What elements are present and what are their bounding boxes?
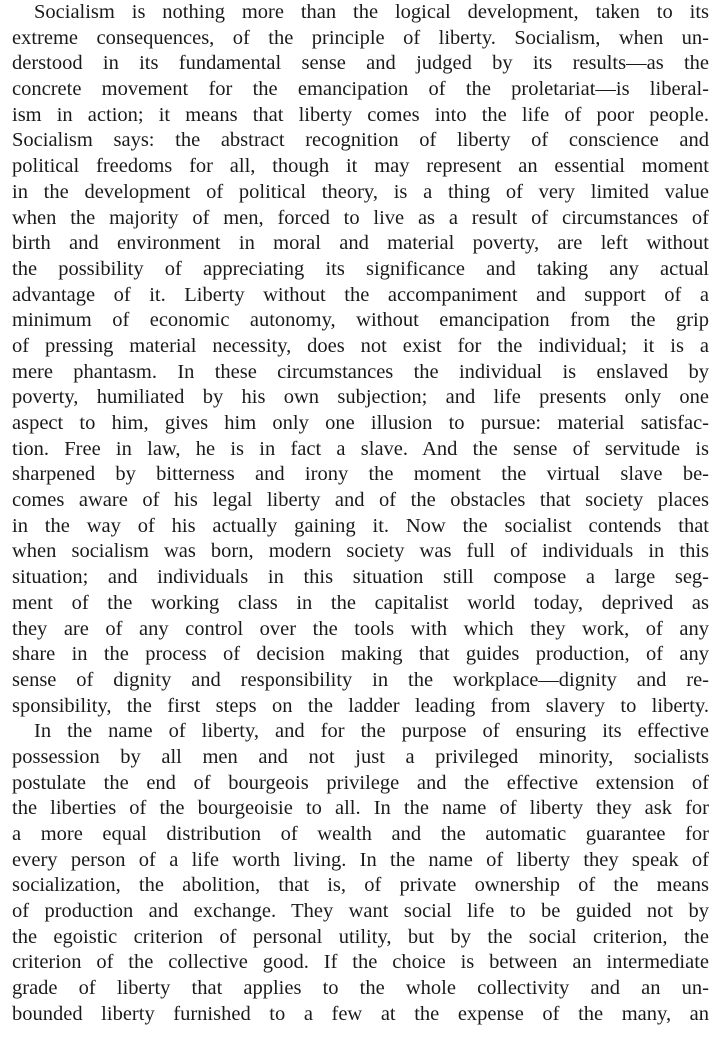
text-line: of pressing material necessity, does not exist for the individual; it is a <box>12 334 709 357</box>
text-line: In the name of liberty, and for the purpose of ensuring its effective <box>34 720 709 743</box>
text-line: advantage of it. Liberty without the accompaniment and support of a <box>12 283 709 306</box>
text-line: extreme consequences, of the principle of liberty. Socialism, when un- <box>12 26 709 49</box>
text-line: sense of dignity and responsibility in the workplace—dignity and re- <box>12 668 709 691</box>
text-line: a more equal distribution of wealth and the automatic guarantee for <box>12 823 709 845</box>
text-line: the liberties of the bourgeoisie to all. In the name of liberty they ask for <box>12 797 709 820</box>
text-line: in the way of his actually gaining it. Now the socialist contends that <box>12 514 709 537</box>
paragraph-2 <box>12 719 709 1027</box>
text-line: grade of liberty that applies to the whole collectivity and an un- <box>12 977 709 1000</box>
text-line: possession by all men and not just a privileged minority, socialists <box>12 745 709 768</box>
text-line: the possibility of appreciating its significance and taking any actual <box>12 257 709 280</box>
text-line: mere phantasm. In these circumstances the individual is enslaved by <box>12 360 709 383</box>
text-line: minimum of economic autonomy, without emancipation from the grip <box>12 309 709 332</box>
text-line: when socialism was born, modern society was full of individuals in this <box>12 540 709 563</box>
text-line: birth and environment in moral and material poverty, are left without <box>12 232 709 255</box>
text-line: derstood in its fundamental sense and judged by its results—as the <box>12 52 709 75</box>
text-line: sponsibility, the first steps on the ladder leading from slavery to liberty. <box>12 694 709 717</box>
text-line: share in the process of decision making that guides production, of any <box>12 643 709 666</box>
text-line: Socialism says: the abstract recognition of liberty of conscience and <box>12 129 709 152</box>
text-line: when the majority of men, forced to live as a result of circumstances of <box>12 206 709 229</box>
text-line: criterion of the collective good. If the choice is between an intermediate <box>12 951 709 974</box>
text-line: sharpened by bitterness and irony the moment the virtual slave be- <box>12 463 709 486</box>
text-line: socialization, the abolition, that is, of private ownership of the means <box>12 874 709 897</box>
text-line: political freedoms for all, though it may represent an essential moment <box>12 155 709 178</box>
text-line: tion. Free in law, he is in fact a slave. And the sense of servitude is <box>12 437 709 460</box>
text-line: bounded liberty furnished to a few at the expense of the many, an <box>12 1002 709 1025</box>
text-line: Socialism is nothing more than the logical development, taken to its <box>34 1 709 23</box>
text-line: ism in action; it means that liberty comes into the life of poor people. <box>12 103 709 126</box>
text-line: they are of any control over the tools with which they work, of any <box>12 617 709 640</box>
text-line: of production and exchange. They want social life to be guided not by <box>12 900 709 923</box>
text-line: comes aware of his legal liberty and of the obstacles that society places <box>12 489 709 512</box>
text-line: aspect to him, gives him only one illusion to pursue: material satisfac- <box>12 412 709 434</box>
text-line: in the development of political theory, is a thing of very limited value <box>12 180 709 203</box>
text-line: postulate the end of bourgeois privilege and the effective extension of <box>12 771 709 794</box>
text-line: the egoistic criterion of personal utility, but by the social criterion, the <box>12 925 709 948</box>
text-line: situation; and individuals in this situation still compose a large seg- <box>12 566 709 589</box>
text-line: concrete movement for the emancipation of the proletariat—is liberal- <box>12 78 709 101</box>
document-page <box>12 0 709 1028</box>
text-line: every person of a life worth living. In the name of liberty they speak of <box>12 848 709 871</box>
text-line: poverty, humiliated by his own subjection; and life presents only one <box>12 386 709 409</box>
paragraph-1 <box>12 0 709 719</box>
text-line: ment of the working class in the capitalist world today, deprived as <box>12 591 709 614</box>
